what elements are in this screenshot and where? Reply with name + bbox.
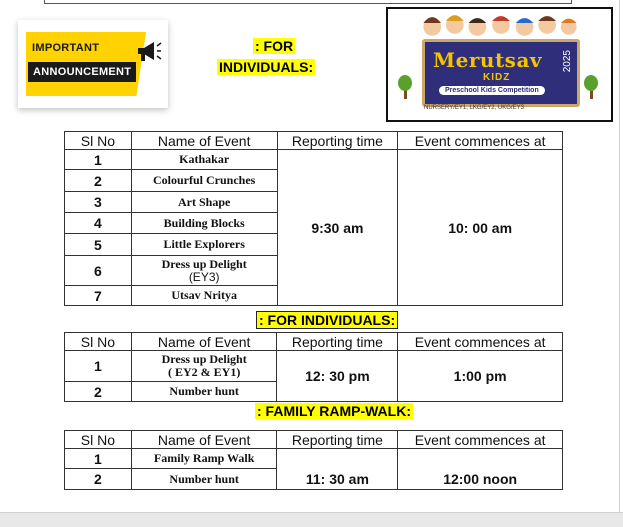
schedule-table-individuals-2	[64, 332, 563, 402]
table-header-row	[65, 431, 563, 449]
table-row	[65, 150, 563, 170]
header-sl: Sl No	[65, 431, 132, 449]
sl-cell: 7	[65, 286, 132, 306]
logo-board	[422, 39, 580, 107]
merutsav-logo	[386, 7, 613, 122]
header-event: Name of Event	[131, 132, 277, 150]
logo-subtitle: KIDZ	[483, 72, 511, 83]
tree-right-icon	[584, 75, 598, 91]
page-frame-top	[44, 0, 572, 4]
tree-left-icon	[398, 75, 412, 91]
badge-line-announcement: ANNOUNCEMENT	[28, 62, 136, 82]
megaphone-icon	[136, 38, 162, 64]
badge-line-important: IMPORTANT	[32, 42, 100, 54]
logo-year: 2025	[562, 50, 573, 73]
sl-cell: 4	[65, 213, 132, 234]
reporting-time-cell: 9:30 am	[277, 150, 398, 306]
header-sl: Sl No	[65, 333, 132, 351]
heading-individuals-part1: : FOR	[255, 38, 294, 54]
sl-cell: 1	[65, 150, 132, 170]
event-cell: Utsav Nritya	[131, 286, 277, 306]
heading-family-ramp-walk: : FAMILY RAMP-WALK:	[257, 403, 411, 419]
logo-banner: Preschool Kids Competition	[439, 86, 545, 95]
sl-cell: 1	[65, 351, 132, 382]
header-commences: Event commences at	[398, 132, 563, 150]
header-sl: Sl No	[65, 132, 132, 150]
event-cell: Building Blocks	[131, 213, 277, 234]
schedule-table-individuals-1	[64, 131, 563, 306]
sl-cell: 2	[65, 382, 132, 402]
event-cell	[131, 256, 277, 286]
header-commences: Event commences at	[398, 333, 563, 351]
header-reporting: Reporting time	[277, 132, 398, 150]
event-name: Dress up Delight	[161, 352, 247, 366]
event-cell: Number hunt	[131, 469, 277, 490]
sl-cell: 2	[65, 170, 132, 192]
sl-cell: 6	[65, 256, 132, 286]
kids-illustration-icon	[388, 9, 611, 39]
event-name: Dress up Delight	[161, 256, 247, 271]
commences-cell: 12:00 noon	[398, 449, 563, 490]
header-event: Name of Event	[131, 431, 277, 449]
sl-cell: 2	[65, 469, 132, 490]
page-edge	[619, 0, 620, 513]
event-group: ( EY2 & EY1)	[167, 365, 241, 379]
header-reporting: Reporting time	[277, 431, 398, 449]
sl-cell: 3	[65, 192, 132, 213]
event-cell: Little Explorers	[131, 234, 277, 256]
event-cell: Colourful Crunches	[131, 170, 277, 192]
logo-title: Merutsav	[433, 48, 543, 72]
table-row	[65, 449, 563, 469]
heading-individuals-2: : FOR INDIVIDUALS:	[256, 311, 398, 329]
event-cell: Art Shape	[131, 192, 277, 213]
event-group: (EY3)	[188, 269, 220, 284]
event-cell: Number hunt	[131, 382, 277, 402]
event-cell	[131, 351, 277, 382]
table-header-row	[65, 132, 563, 150]
sl-cell: 1	[65, 449, 132, 469]
heading-individuals-part2: INDIVIDUALS:	[219, 59, 314, 75]
header-commences: Event commences at	[398, 431, 563, 449]
event-cell: Kathakar	[131, 150, 277, 170]
reporting-time-cell: 11: 30 am	[277, 449, 398, 490]
table-row	[65, 351, 563, 382]
table-header-row	[65, 333, 563, 351]
logo-footer: NURSERY/EY1, LKG/EY2, UKG/EY3	[424, 105, 524, 111]
header-reporting: Reporting time	[277, 333, 398, 351]
sl-cell: 5	[65, 234, 132, 256]
reporting-time-cell: 12: 30 pm	[277, 351, 398, 402]
schedule-table-family	[64, 430, 563, 490]
commences-cell: 1:00 pm	[398, 351, 563, 402]
event-cell: Family Ramp Walk	[131, 449, 277, 469]
commences-cell: 10: 00 am	[398, 150, 563, 306]
announcement-badge	[18, 20, 168, 108]
window-bottom-bar	[0, 512, 623, 527]
header-event: Name of Event	[131, 333, 277, 351]
